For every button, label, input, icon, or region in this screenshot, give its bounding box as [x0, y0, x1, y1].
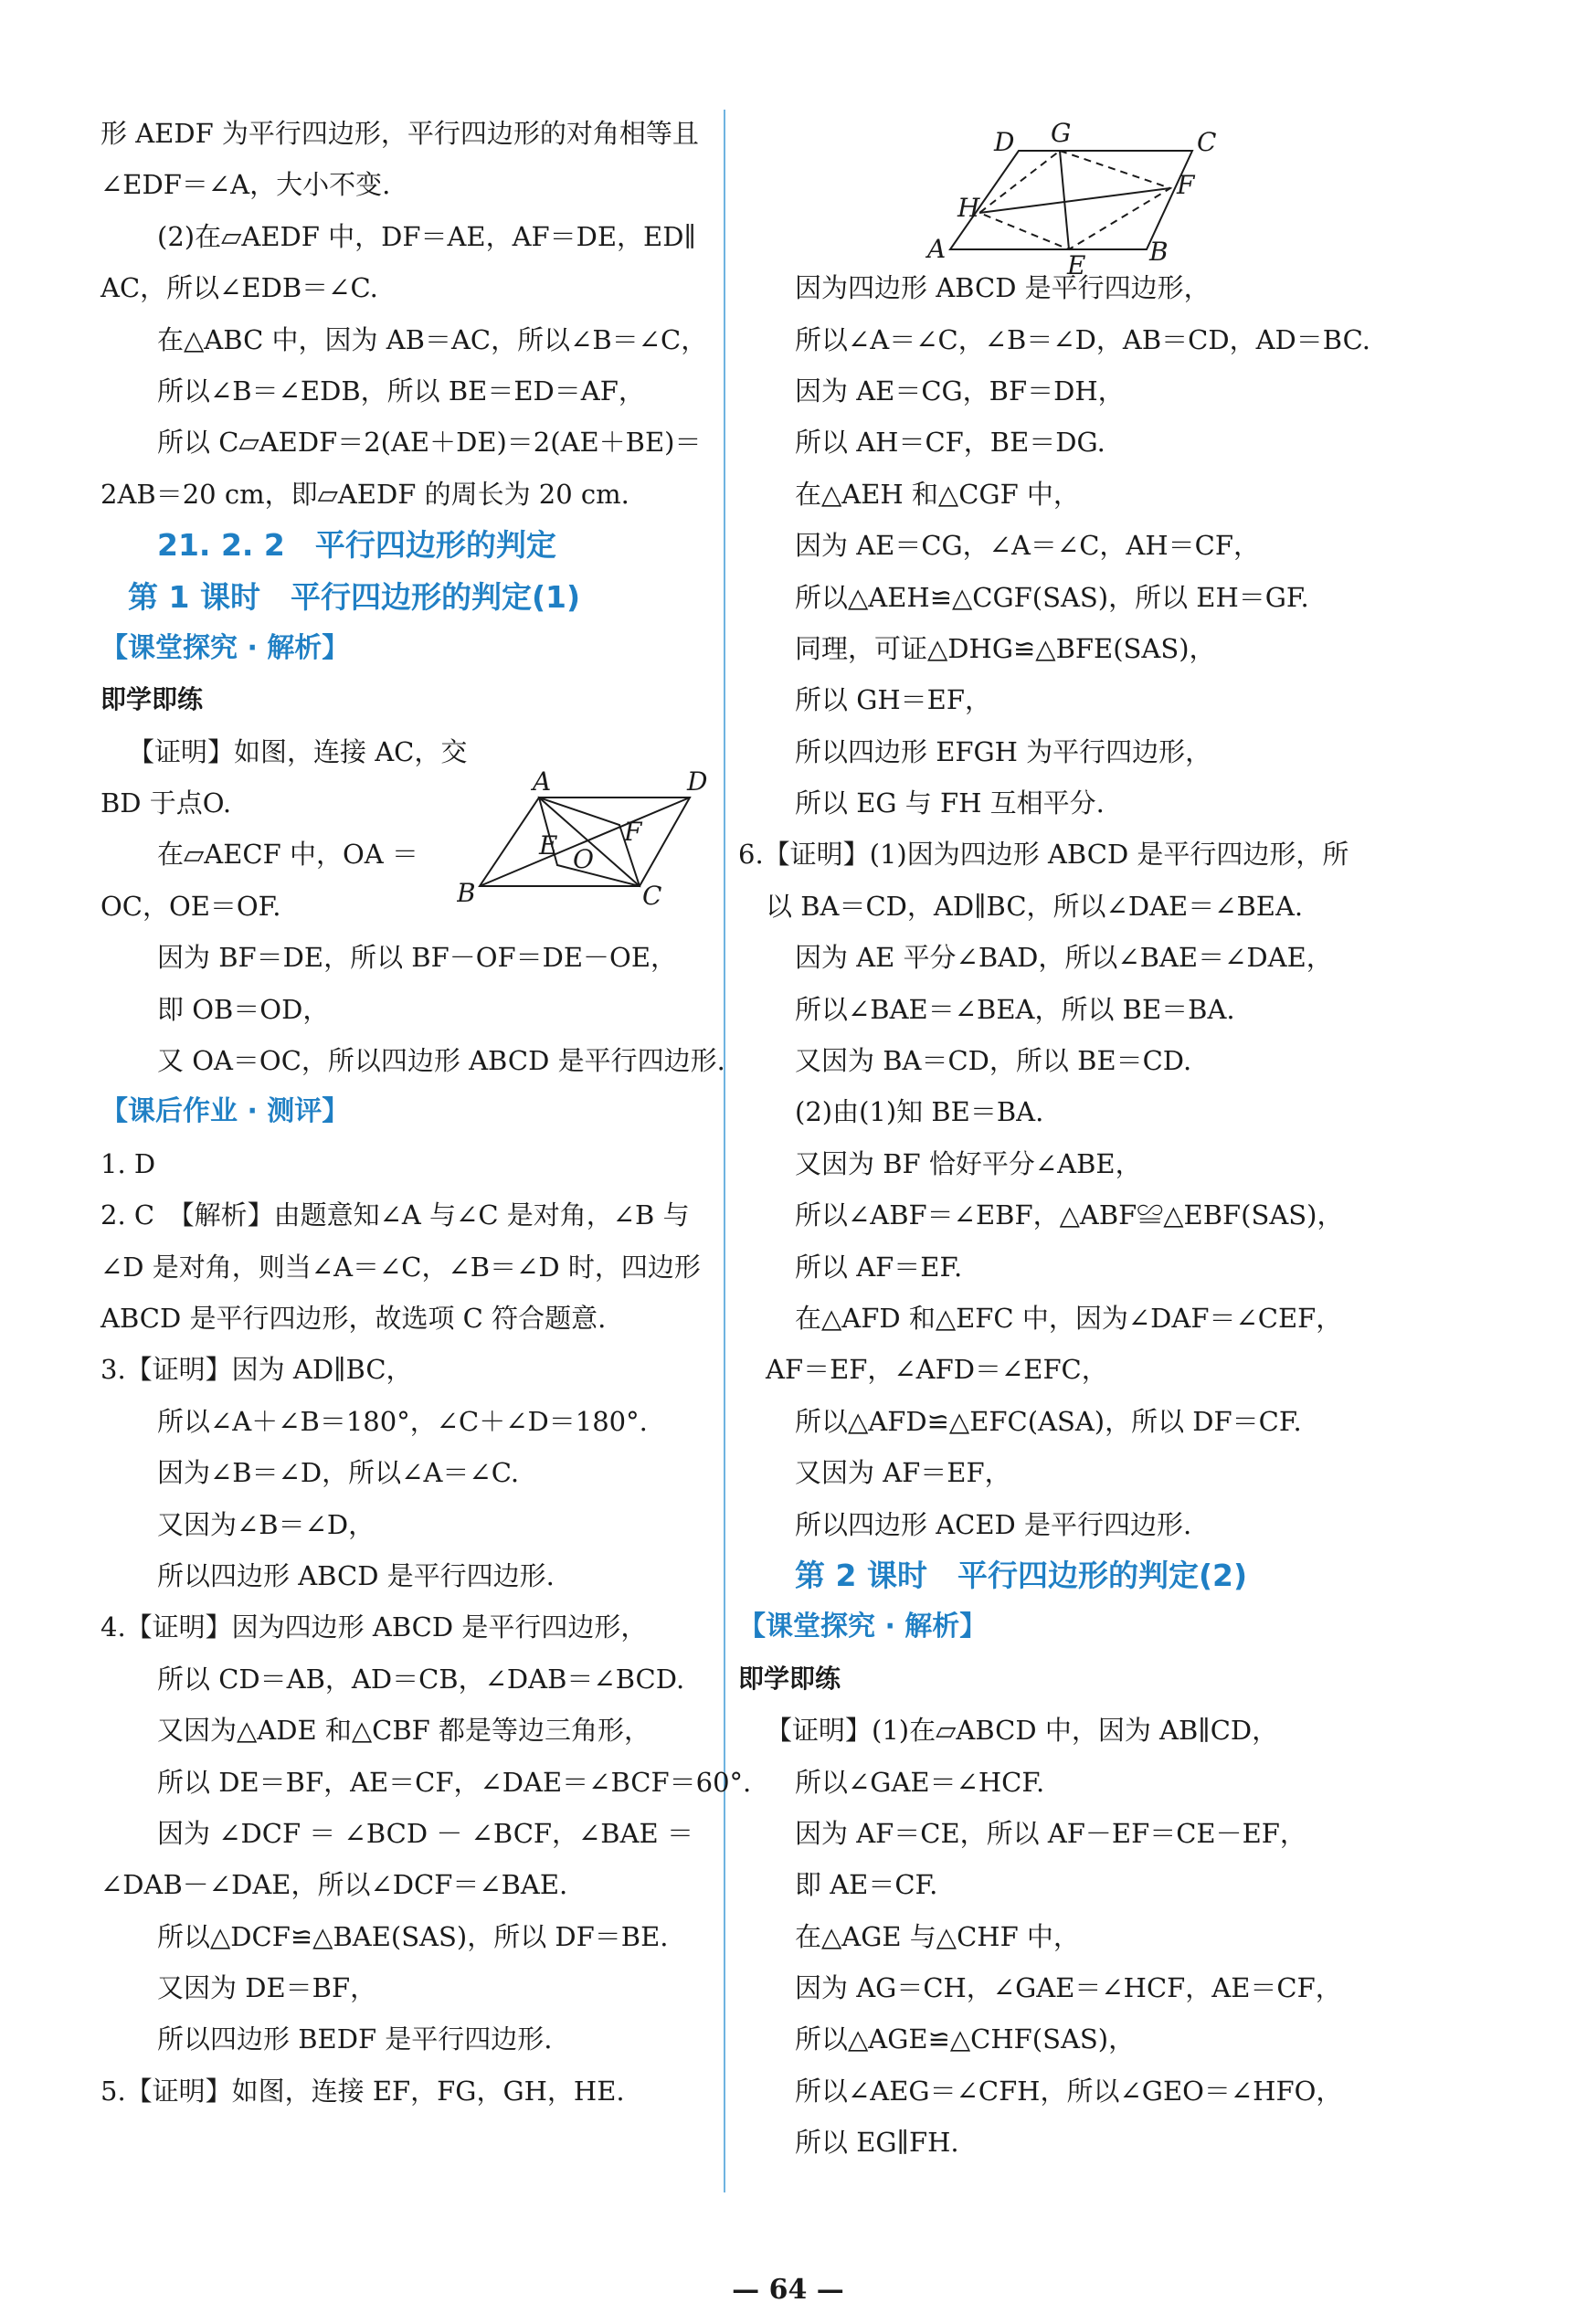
left-line: 所以 C▱AEDF＝2(AE＋DE)＝2(AE＋BE)＝ [157, 427, 702, 459]
left-line: 21. 2. 2 平行四边形的判定 [157, 527, 556, 564]
right-line: 因为 AE＝CG，∠A＝∠C，AH＝CF， [795, 530, 1260, 562]
left-line: 所以 DE＝BF，AE＝CF，∠DAE＝∠BCF＝60°. [157, 1766, 752, 1798]
right-line: 【证明】(1)在▱ABCD 中，因为 AB∥CD， [766, 1715, 1279, 1747]
right-line: 所以 GH＝EF， [795, 684, 991, 716]
right-column [738, 108, 1378, 2169]
right-line: 所以四边形 EFGH 为平行四边形， [795, 735, 1212, 767]
left-line: BD 于点O. [100, 787, 232, 819]
fig1-label-e: E [539, 830, 558, 861]
left-line: ∠DAB－∠DAE，所以∠DCF＝∠BAE. [100, 1869, 568, 1901]
right-line: 6.【证明】(1)因为四边形 ABCD 是平行四边形，所 [738, 839, 1349, 871]
right-line: 在△AEH 和△CGF 中， [795, 478, 1080, 510]
fig1-label-a: A [533, 766, 552, 797]
left-line: 3.【证明】因为 AD∥BC， [100, 1354, 413, 1386]
page-number: — 64 — [732, 2274, 844, 2306]
left-line: 在▱AECF 中，OA ＝ [157, 839, 418, 871]
fig1-label-d: D [687, 766, 708, 797]
fig2-label-g: G [1051, 119, 1072, 148]
left-line: 所以四边形 BEDF 是平行四边形. [157, 2023, 553, 2055]
left-column [100, 108, 752, 2117]
right-line: 所以∠ABF＝∠EBF，△ABF≌△EBF(SAS)， [795, 1199, 1344, 1231]
left-line: 即学即练 [100, 684, 204, 715]
right-line: 第 2 课时 平行四边形的判定(2) [795, 1557, 1248, 1593]
left-line: 因为 BF＝DE，所以 BF－OF＝DE－OE， [157, 942, 677, 974]
left-line: 【证明】如图，连接 AC，交 [128, 735, 468, 767]
left-line: 【课后作业 · 测评】 [100, 1095, 350, 1128]
figure-parallelogram-efgh [923, 119, 1233, 274]
fig2-label-h: H [957, 193, 980, 223]
fig2-label-d: D [994, 127, 1015, 157]
right-line: 因为 AG＝CH，∠GAE＝∠HCF，AE＝CF， [795, 1972, 1342, 2004]
fig1-label-b: B [457, 878, 476, 908]
left-line: 所以△DCF≌△BAE(SAS)，所以 DF＝BE. [157, 1920, 669, 1952]
right-line: 所以四边形 ACED 是平行四边形. [795, 1508, 1192, 1540]
right-line: 同理，可证△DHG≌△BFE(SAS)， [795, 632, 1216, 664]
right-line: 【课堂探究 · 解析】 [738, 1611, 988, 1643]
figure-parallelogram-aecf [457, 763, 713, 909]
right-line: 所以∠GAE＝∠HCF. [795, 1766, 1045, 1798]
fig2-label-f: F [1177, 170, 1195, 200]
left-line: 所以四边形 ABCD 是平行四边形. [157, 1559, 555, 1591]
left-line: 第 1 课时 平行四边形的判定(1) [128, 578, 581, 615]
right-line: (2)由(1)知 BE＝BA. [795, 1096, 1044, 1128]
fig2-label-e: E [1067, 250, 1086, 274]
right-line: 因为四边形 ABCD 是平行四边形， [795, 272, 1211, 304]
right-line: 所以∠A＝∠C，∠B＝∠D，AB＝CD，AD＝BC. [795, 323, 1370, 355]
right-line: 即 AE＝CF. [795, 1869, 938, 1901]
left-line: ABCD 是平行四边形，故选项 C 符合题意. [100, 1302, 607, 1334]
right-line: 所以∠AEG＝∠CFH，所以∠GEO＝∠HFO， [795, 2075, 1343, 2107]
fig2-label-b: B [1149, 237, 1169, 267]
left-line: 1. D [100, 1147, 156, 1179]
left-line: 又因为△ADE 和△CBF 都是等边三角形， [157, 1715, 651, 1747]
left-line: 5.【证明】如图，连接 EF，FG，GH，HE. [100, 2075, 625, 2107]
left-line: 2AB＝20 cm，即▱AEDF 的周长为 20 cm. [100, 478, 629, 510]
fig1-label-f: F [624, 817, 642, 847]
left-line: 2. C 【解析】由题意知∠A 与∠C 是对角，∠B 与 [100, 1199, 690, 1231]
fig2-label-c: C [1197, 127, 1217, 157]
fig2-label-a: A [927, 234, 947, 264]
left-line: 4.【证明】因为四边形 ABCD 是平行四边形， [100, 1611, 648, 1643]
right-line: 在△AGE 与△CHF 中， [795, 1920, 1080, 1952]
left-line: 又因为∠B＝∠D， [157, 1508, 375, 1540]
right-line: 又因为 BF 恰好平分∠ABE， [795, 1147, 1142, 1179]
right-line: 所以△AFD≌△EFC(ASA)，所以 DF＝CF. [795, 1405, 1302, 1437]
right-line: 所以△AGE≌△CHF(SAS)， [795, 2023, 1136, 2055]
left-line: 因为 ∠DCF ＝ ∠BCD － ∠BCF，∠BAE ＝ [157, 1817, 693, 1849]
column-divider [724, 110, 725, 2192]
left-line: 即 OB＝OD， [157, 993, 330, 1025]
left-line: ∠D 是对角，则当∠A＝∠C，∠B＝∠D 时，四边形 [100, 1251, 701, 1283]
left-line: 【课堂探究 · 解析】 [100, 631, 350, 664]
right-line: 在△AFD 和△EFC 中，因为∠DAF＝∠CEF， [795, 1302, 1343, 1334]
right-line: AF＝EF，∠AFD＝∠EFC， [766, 1354, 1108, 1386]
left-line: ∠EDF＝∠A，大小不变. [100, 169, 391, 201]
right-line: 又因为 BA＝CD，所以 BE＝CD. [795, 1045, 1192, 1077]
left-line: 形 AEDF 为平行四边形，平行四边形的对角相等且 [100, 118, 699, 149]
right-line: 以 BA＝CD，AD∥BC，所以∠DAE＝∠BEA. [766, 890, 1304, 922]
right-line: 即学即练 [738, 1663, 841, 1694]
right-line: 因为 AE＝CG，BF＝DH， [795, 375, 1125, 407]
left-line: AC，所以∠EDB＝∠C. [100, 272, 378, 304]
fig1-label-o: O [573, 844, 594, 874]
left-line: 因为∠B＝∠D，所以∠A＝∠C. [157, 1457, 520, 1489]
left-line: (2)在▱AEDF 中，DF＝AE，AF＝DE，ED∥ [157, 220, 696, 252]
right-line: 所以∠BAE＝∠BEA，所以 BE＝BA. [795, 993, 1235, 1025]
right-line: 因为 AF＝CE，所以 AF－EF＝CE－EF， [795, 1817, 1306, 1849]
left-line: 又因为 DE＝BF， [157, 1972, 377, 2004]
left-line: 在△ABC 中，因为 AB＝AC，所以∠B＝∠C， [157, 323, 708, 355]
right-line: 因为 AE 平分∠BAD，所以∠BAE＝∠DAE， [795, 942, 1333, 974]
left-line: 所以 CD＝AB，AD＝CB，∠DAB＝∠BCD. [157, 1663, 685, 1695]
left-line: 所以∠A＋∠B＝180°，∠C＋∠D＝180°. [157, 1405, 648, 1437]
right-line: 所以△AEH≌△CGF(SAS)，所以 EH＝GF. [795, 581, 1309, 613]
left-line: 又 OA＝OC，所以四边形 ABCD 是平行四边形. [157, 1045, 725, 1077]
right-line: 所以 AH＝CF，BE＝DG. [795, 427, 1105, 459]
right-line: 所以 AF＝EF. [795, 1251, 963, 1283]
right-line: 又因为 AF＝EF， [795, 1457, 1011, 1489]
left-line: 所以∠B＝∠EDB，所以 BE＝ED＝AF， [157, 375, 645, 407]
fig1-label-c: C [642, 881, 662, 909]
left-line: OC，OE＝OF. [100, 890, 281, 922]
right-line: 所以 EG 与 FH 互相平分. [795, 787, 1105, 819]
right-line: 所以 EG∥FH. [795, 2127, 959, 2159]
